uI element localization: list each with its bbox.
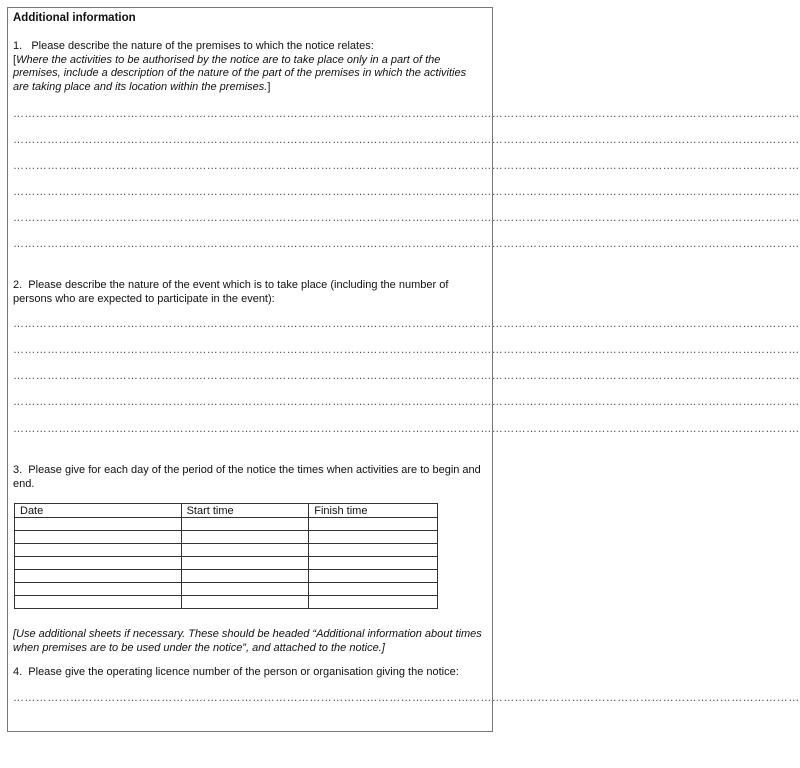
col-header-date: Date	[15, 504, 182, 518]
answer-line-q2-1[interactable]: ………………………………………………………………………………………………………………………………………………………………………………………	[13, 318, 800, 330]
question-1-bracket-open: [	[13, 53, 17, 66]
date-cell[interactable]	[15, 518, 182, 531]
date-cell[interactable]	[15, 570, 182, 583]
date-cell[interactable]	[15, 531, 182, 544]
answer-line-q2-3[interactable]: ………………………………………………………………………………………………………………………………………………………………………………………	[13, 370, 800, 382]
start-time-cell[interactable]	[181, 570, 309, 583]
answer-line-q1-2[interactable]: ………………………………………………………………………………………………………………………………………………………………………………………	[13, 134, 800, 146]
col-header-start-time: Start time	[181, 504, 309, 518]
question-2-text: 2. Please describe the nature of the event which is to take place (including the number of persons who are expected to participate in the event):	[13, 279, 449, 305]
section-title: Additional information	[13, 12, 136, 24]
question-1-note	[13, 54, 481, 95]
table-row	[15, 531, 438, 544]
question-4-text: 4. Please give the operating licence number of the person or organisation giving the notice:	[13, 666, 459, 678]
question-1-bracket-close: ]	[267, 80, 271, 93]
start-time-cell[interactable]	[181, 557, 309, 570]
start-time-cell[interactable]	[181, 583, 309, 596]
start-time-cell[interactable]	[181, 518, 309, 531]
finish-time-cell[interactable]	[309, 557, 438, 570]
col-header-finish-time: Finish time	[309, 504, 438, 518]
table-row	[15, 557, 438, 570]
table-row	[15, 570, 438, 583]
table-row	[15, 544, 438, 557]
question-1-text: 1. Please describe the nature of the premises to which the notice relates:	[13, 40, 374, 52]
finish-time-cell[interactable]	[309, 518, 438, 531]
date-cell[interactable]	[15, 596, 182, 609]
answer-line-q1-6[interactable]: ………………………………………………………………………………………………………………………………………………………………………………………	[13, 238, 800, 250]
finish-time-cell[interactable]	[309, 544, 438, 557]
date-cell[interactable]	[15, 557, 182, 570]
date-cell[interactable]	[15, 544, 182, 557]
table-row	[15, 518, 438, 531]
question-1	[13, 40, 481, 94]
table-row	[15, 583, 438, 596]
answer-line-q1-5[interactable]: ………………………………………………………………………………………………………………………………………………………………………………………	[13, 212, 800, 224]
answer-line-q4-1[interactable]: ………………………………………………………………………………………………………………………………………………………………………………………	[13, 692, 800, 704]
table-row	[15, 596, 438, 609]
answer-line-q1-4[interactable]: ………………………………………………………………………………………………………………………………………………………………………………………	[13, 186, 800, 198]
date-cell[interactable]	[15, 583, 182, 596]
question-3-text: 3. Please give for each day of the period of the notice the times when activities are to begin and end.	[13, 464, 481, 490]
start-time-cell[interactable]	[181, 531, 309, 544]
start-time-cell[interactable]	[181, 544, 309, 557]
finish-time-cell[interactable]	[309, 570, 438, 583]
answer-line-q2-2[interactable]: ………………………………………………………………………………………………………………………………………………………………………………………	[13, 344, 800, 356]
answer-line-q2-4[interactable]: ………………………………………………………………………………………………………………………………………………………………………………………	[13, 396, 800, 408]
answer-line-q1-3[interactable]: ………………………………………………………………………………………………………………………………………………………………………………………	[13, 160, 800, 172]
question-3-note: [Use additional sheets if necessary. These should be headed “Additional information about times when premises are to be used under the notice”, and attached to the notice.]	[13, 628, 482, 654]
answer-line-q1-1[interactable]: ………………………………………………………………………………………………………………………………………………………………………………………	[13, 108, 800, 120]
answer-line-q2-5[interactable]: ………………………………………………………………………………………………………………………………………………………………………………………	[13, 423, 800, 435]
finish-time-cell[interactable]	[309, 531, 438, 544]
start-time-cell[interactable]	[181, 596, 309, 609]
finish-time-cell[interactable]	[309, 596, 438, 609]
times-table-header	[15, 504, 438, 518]
finish-time-cell[interactable]	[309, 583, 438, 596]
times-table	[14, 503, 438, 609]
question-1-note-text: Where the activities to be authorised by the notice are to take place only in a part of the premises, include a description of the nature of the part of the premises in which the activities are taking place and its location within the premises.	[13, 53, 467, 93]
